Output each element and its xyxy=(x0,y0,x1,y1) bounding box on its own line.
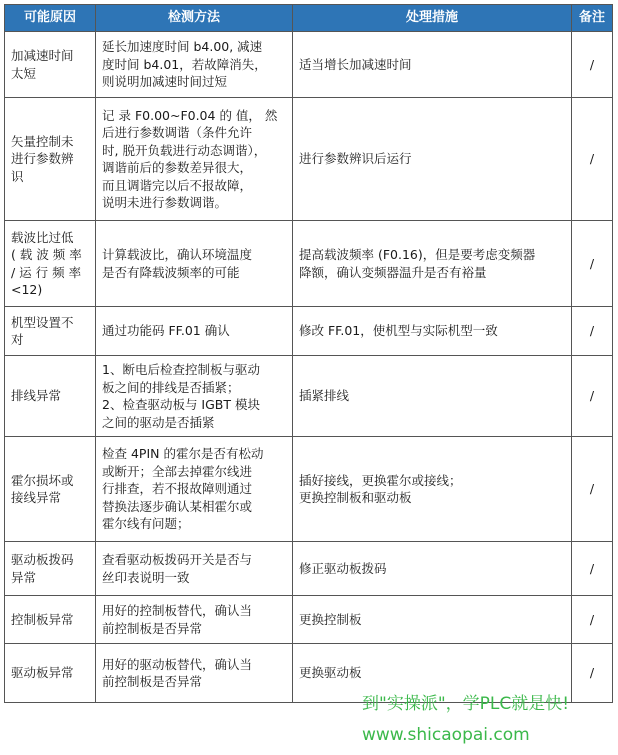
table-row xyxy=(5,98,613,221)
action-text: 修改 FF.01，使机型与实际机型一致 xyxy=(299,323,498,339)
method-text: 查看驱动板拨码开关是否与 丝印表说明一致 xyxy=(102,552,253,585)
table-row xyxy=(5,221,613,307)
action-text: 修正驱动板拨码 xyxy=(299,560,387,576)
cause-cell xyxy=(5,98,96,221)
cause-cell xyxy=(5,542,96,596)
note-text: / xyxy=(589,611,595,627)
method-cell xyxy=(96,644,293,703)
header-action: 处理措施 xyxy=(293,5,572,32)
cause-text: 载波比过低 ( 载 波 频 率 / 运 行 频 率 <12) xyxy=(11,229,82,297)
note-cell xyxy=(572,437,613,542)
cause-cell xyxy=(5,596,96,644)
method-text: 检查 4PIN 的霍尔是否有松动 或断开；全部去掉霍尔线进 行排查，若不报故障则通过 替换法逐步确认某相霍尔或 霍尔线有问题； xyxy=(102,446,264,532)
watermark-slogan: 到"实操派"，学PLC就是快! xyxy=(362,694,570,714)
action-cell xyxy=(293,307,572,356)
method-text: 计算载波比，确认环境温度 是否有降载波频率的可能 xyxy=(102,247,253,280)
method-text: 用好的驱动板替代，确认当 前控制板是否异常 xyxy=(102,656,253,689)
action-text: 更换控制板 xyxy=(299,611,362,627)
method-cell xyxy=(96,542,293,596)
method-text: 记 录 F0.00~F0.04 的 值， 然 后进行参数调谐（条件允许 时, 脱开负载进行动态调谐）， 调谐前后的参数差异很大， 而且调谐完以后不报故障， 说明未进行参数调谐。 xyxy=(102,107,278,210)
note-text: / xyxy=(589,255,595,271)
note-text: / xyxy=(589,56,595,72)
note-cell xyxy=(572,32,613,98)
watermark-url: www.shicaopai.com xyxy=(362,725,530,745)
cause-text: 机型设置不 对 xyxy=(11,314,74,347)
method-text: 通过功能码 FF.01 确认 xyxy=(102,323,230,339)
method-text: 延长加速度时间 b4.00, 减速 度时间 b4.01，若故障消失， 则说明加减速时间过短 xyxy=(102,39,267,90)
table-row xyxy=(5,596,613,644)
action-cell xyxy=(293,221,572,307)
method-cell xyxy=(96,356,293,437)
method-cell xyxy=(96,32,293,98)
note-cell xyxy=(572,307,613,356)
action-text: 进行参数辨识后运行 xyxy=(299,151,412,167)
cause-cell xyxy=(5,644,96,703)
cause-text: 霍尔损坏或 接线异常 xyxy=(11,472,74,505)
note-text: / xyxy=(589,388,595,404)
method-cell xyxy=(96,437,293,542)
note-cell xyxy=(572,542,613,596)
table-row xyxy=(5,32,613,98)
action-cell xyxy=(293,98,572,221)
table-row xyxy=(5,542,613,596)
action-cell xyxy=(293,542,572,596)
cause-text: 驱动板拨码 异常 xyxy=(11,552,74,585)
action-cell xyxy=(293,32,572,98)
cause-cell xyxy=(5,221,96,307)
note-text: / xyxy=(589,560,595,576)
note-text: / xyxy=(589,665,595,681)
cause-cell xyxy=(5,307,96,356)
note-cell xyxy=(572,221,613,307)
method-cell xyxy=(96,596,293,644)
cause-text: 加减速时间 太短 xyxy=(11,48,74,81)
cause-text: 排线异常 xyxy=(11,388,62,404)
cause-text: 矢量控制未 进行参数辨 识 xyxy=(11,133,74,184)
method-text: 用好的控制板替代，确认当 前控制板是否异常 xyxy=(102,603,253,636)
method-cell xyxy=(96,98,293,221)
action-text: 适当增长加减速时间 xyxy=(299,56,412,72)
header-note: 备注 xyxy=(572,5,613,32)
note-cell xyxy=(572,356,613,437)
action-cell xyxy=(293,437,572,542)
troubleshooting-table xyxy=(4,4,613,703)
cause-text: 控制板异常 xyxy=(11,611,74,627)
cause-text: 驱动板异常 xyxy=(11,665,74,681)
table-row xyxy=(5,356,613,437)
action-cell xyxy=(293,356,572,437)
action-text: 插好接线，更换霍尔或接线； 更换控制板和驱动板 xyxy=(299,472,462,505)
action-text: 插紧排线 xyxy=(299,388,350,404)
table-row xyxy=(5,307,613,356)
action-text: 提高载波频率 (F0.16)，但是要考虑变频器 降额，确认变频器温升是否有裕量 xyxy=(299,247,536,280)
note-text: / xyxy=(589,151,595,167)
cause-cell xyxy=(5,32,96,98)
cause-cell xyxy=(5,437,96,542)
method-cell xyxy=(96,307,293,356)
note-cell xyxy=(572,644,613,703)
note-text: / xyxy=(589,481,595,497)
method-text: 1、断电后检查控制板与驱动 板之间的排线是否插紧； 2、检查驱动板与 IGBT 模块 之间的驱动是否插紧 xyxy=(102,362,260,430)
note-cell xyxy=(572,596,613,644)
header-cause: 可能原因 xyxy=(5,5,96,32)
table-row xyxy=(5,437,613,542)
method-cell xyxy=(96,221,293,307)
cause-cell xyxy=(5,356,96,437)
action-text: 更换驱动板 xyxy=(299,665,362,681)
action-cell xyxy=(293,596,572,644)
note-cell xyxy=(572,98,613,221)
header-method: 检测方法 xyxy=(96,5,293,32)
note-text: / xyxy=(589,323,595,339)
table-header-row xyxy=(5,5,613,32)
